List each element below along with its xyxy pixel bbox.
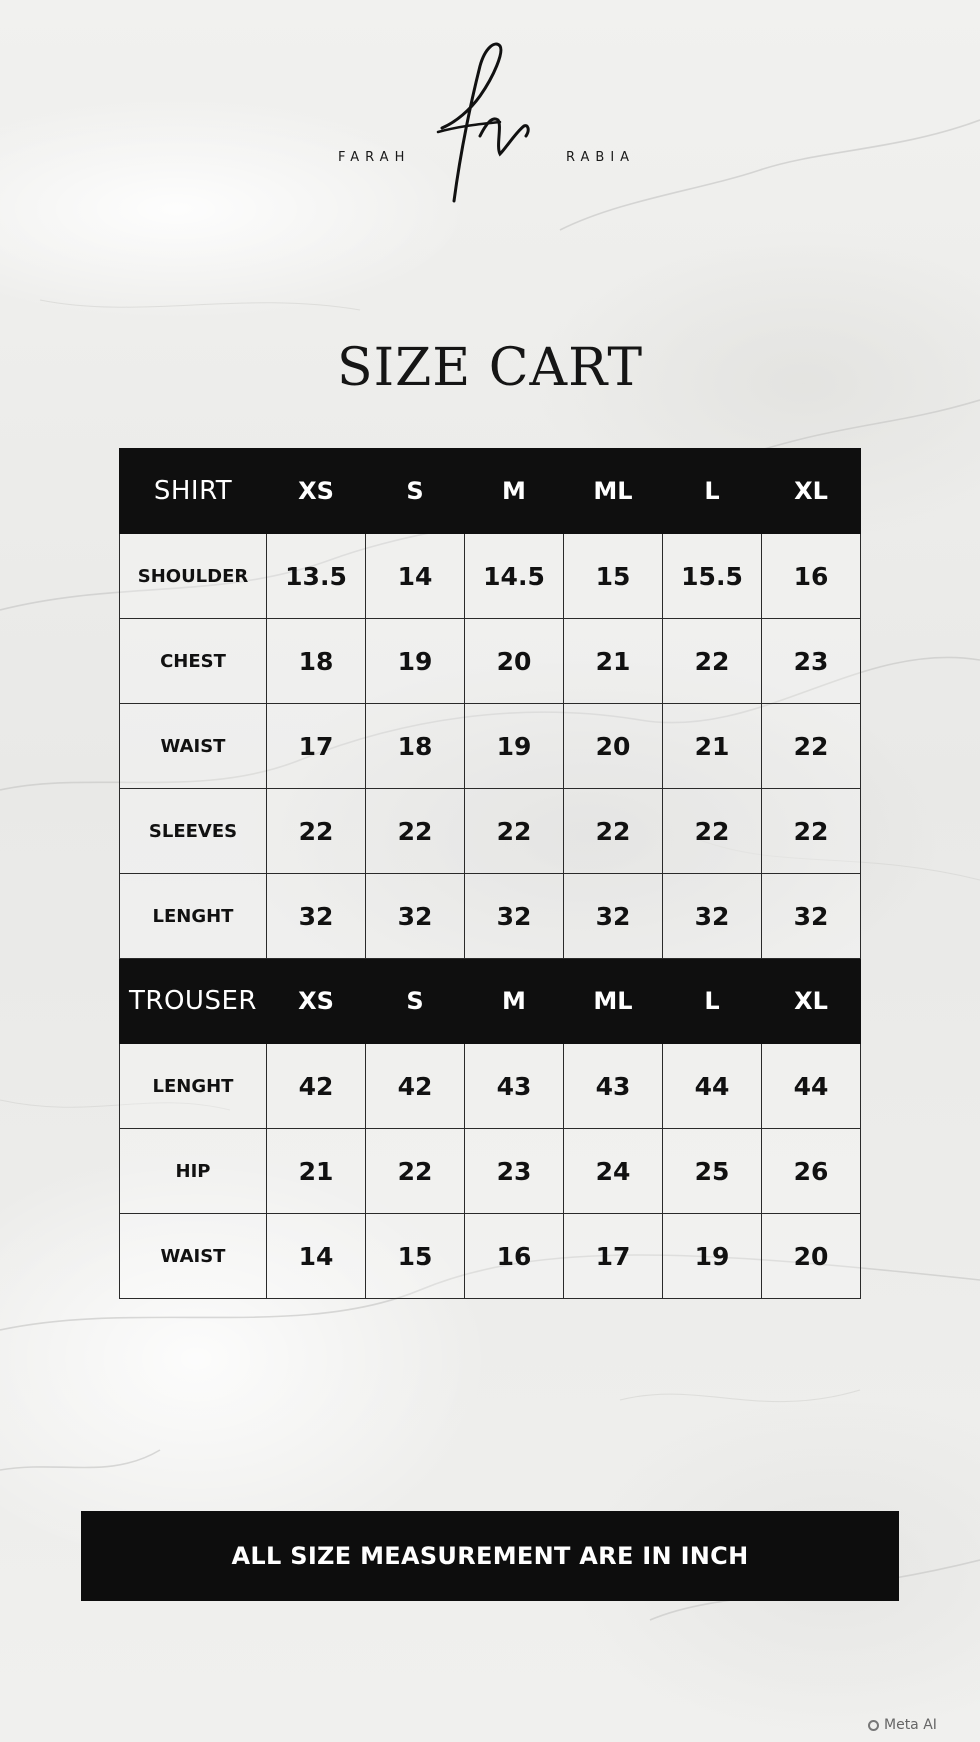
measurement-label: SHOULDER	[120, 534, 267, 619]
measurement-value: 21	[663, 704, 762, 789]
trouser-header-row	[120, 959, 861, 1044]
measurement-value: 32	[564, 874, 663, 959]
measurement-value: 24	[564, 1129, 663, 1214]
table-row	[120, 704, 861, 789]
measurement-value: 44	[663, 1044, 762, 1129]
measurement-value: 42	[366, 1044, 465, 1129]
measurement-label: HIP	[120, 1129, 267, 1214]
measurement-value: 14	[267, 1214, 366, 1299]
table-row	[120, 619, 861, 704]
measurement-value: 23	[465, 1129, 564, 1214]
table-row	[120, 874, 861, 959]
size-chart-table	[119, 448, 861, 1299]
measurement-unit-note: ALL SIZE MEASUREMENT ARE IN INCH	[231, 1542, 749, 1570]
size-header: L	[663, 959, 762, 1044]
measurement-value: 22	[762, 789, 861, 874]
measurement-value: 15	[366, 1214, 465, 1299]
size-header: XS	[267, 959, 366, 1044]
measurement-value: 22	[366, 789, 465, 874]
measurement-value: 22	[564, 789, 663, 874]
size-header: S	[366, 959, 465, 1044]
table-row	[120, 1044, 861, 1129]
measurement-value: 44	[762, 1044, 861, 1129]
size-header: M	[465, 959, 564, 1044]
table-row	[120, 1214, 861, 1299]
measurement-value: 43	[465, 1044, 564, 1129]
page-title: SIZE CART	[336, 338, 644, 398]
measurement-value: 32	[465, 874, 564, 959]
size-header: XL	[762, 449, 861, 534]
shirt-header-row	[120, 449, 861, 534]
measurement-value: 19	[366, 619, 465, 704]
measurement-value: 22	[366, 1129, 465, 1214]
trouser-section-label: TROUSER	[120, 959, 267, 1044]
measurement-value: 25	[663, 1129, 762, 1214]
measurement-value: 20	[762, 1214, 861, 1299]
watermark-text: Meta AI	[884, 1717, 937, 1733]
measurement-value: 23	[762, 619, 861, 704]
measurement-value: 20	[465, 619, 564, 704]
measurement-label: LENGHT	[120, 874, 267, 959]
measurement-value: 32	[267, 874, 366, 959]
measurement-value: 43	[564, 1044, 663, 1129]
measurement-value: 22	[663, 789, 762, 874]
measurement-label: SLEEVES	[120, 789, 267, 874]
size-header: XS	[267, 449, 366, 534]
brand-name-right: RABIA	[566, 150, 636, 165]
table-row	[120, 1129, 861, 1214]
measurement-value: 42	[267, 1044, 366, 1129]
measurement-value: 32	[762, 874, 861, 959]
measurement-value: 17	[564, 1214, 663, 1299]
measurement-value: 20	[564, 704, 663, 789]
measurement-value: 19	[465, 704, 564, 789]
measurement-label: WAIST	[120, 1214, 267, 1299]
size-header: L	[663, 449, 762, 534]
brand-monogram-logo	[330, 36, 650, 206]
measurement-label: CHEST	[120, 619, 267, 704]
measurement-value: 22	[762, 704, 861, 789]
size-header: M	[465, 449, 564, 534]
table-row	[120, 534, 861, 619]
measurement-value: 18	[267, 619, 366, 704]
measurement-value: 14	[366, 534, 465, 619]
measurement-value: 13.5	[267, 534, 366, 619]
measurement-value: 22	[663, 619, 762, 704]
measurement-value: 26	[762, 1129, 861, 1214]
size-header: S	[366, 449, 465, 534]
measurement-value: 21	[564, 619, 663, 704]
measurement-value: 32	[663, 874, 762, 959]
size-header: ML	[564, 449, 663, 534]
measurement-value: 18	[366, 704, 465, 789]
measurement-value: 19	[663, 1214, 762, 1299]
measurement-unit-banner	[81, 1511, 899, 1601]
measurement-label: WAIST	[120, 704, 267, 789]
brand-name-left: FARAH	[338, 150, 411, 165]
measurement-value: 17	[267, 704, 366, 789]
measurement-value: 15.5	[663, 534, 762, 619]
measurement-value: 32	[366, 874, 465, 959]
measurement-value: 15	[564, 534, 663, 619]
measurement-value: 22	[465, 789, 564, 874]
shirt-section-label: SHIRT	[120, 449, 267, 534]
meta-ai-ring-icon	[868, 1720, 879, 1731]
measurement-value: 21	[267, 1129, 366, 1214]
watermark	[868, 1717, 937, 1733]
measurement-value: 14.5	[465, 534, 564, 619]
table-row	[120, 789, 861, 874]
measurement-label: LENGHT	[120, 1044, 267, 1129]
measurement-value: 16	[465, 1214, 564, 1299]
size-header: XL	[762, 959, 861, 1044]
measurement-value: 22	[267, 789, 366, 874]
measurement-value: 16	[762, 534, 861, 619]
size-header: ML	[564, 959, 663, 1044]
